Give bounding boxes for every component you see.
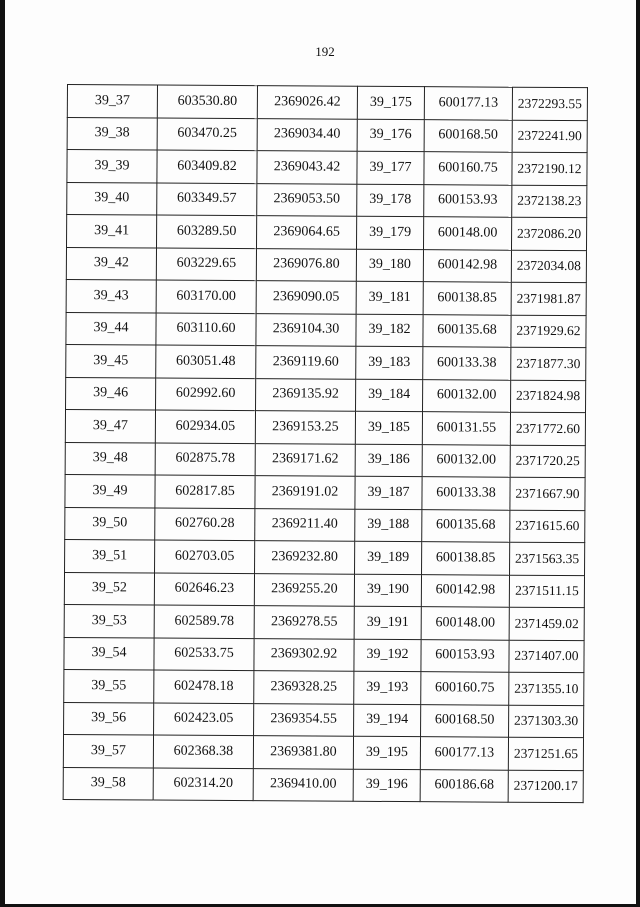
table-row bbox=[66, 344, 586, 380]
point-id-left-cell: 39_57 bbox=[63, 734, 153, 767]
point-id-left-cell: 39_51 bbox=[65, 539, 155, 572]
x-coord-left-cell: 603051.48 bbox=[156, 345, 256, 378]
point-id-right-cell: 39_177 bbox=[357, 151, 424, 184]
point-id-left-cell: 39_39 bbox=[67, 150, 157, 183]
x-coord-right-cell: 600148.00 bbox=[423, 217, 511, 250]
table-row bbox=[66, 247, 586, 283]
table-row bbox=[63, 734, 583, 770]
point-id-left-cell: 39_44 bbox=[66, 312, 156, 345]
y-coord-left-cell: 2369043.42 bbox=[257, 151, 357, 184]
y-coord-right-cell: 2371200.17 bbox=[508, 770, 583, 803]
x-coord-right-cell: 600142.98 bbox=[423, 249, 511, 282]
point-id-left-cell: 39_43 bbox=[66, 279, 156, 312]
y-coord-right-cell: 2371981.87 bbox=[511, 282, 586, 315]
y-coord-left-cell: 2369381.80 bbox=[253, 736, 353, 769]
x-coord-right-cell: 600133.38 bbox=[423, 347, 511, 380]
point-id-right-cell: 39_185 bbox=[355, 411, 422, 444]
point-id-right-cell: 39_184 bbox=[356, 379, 423, 412]
point-id-right-cell: 39_180 bbox=[356, 249, 423, 282]
y-coord-right-cell: 2371772.60 bbox=[510, 412, 585, 445]
y-coord-right-cell: 2371511.15 bbox=[509, 575, 584, 608]
y-coord-left-cell: 2369053.50 bbox=[257, 183, 357, 216]
x-coord-left-cell: 602934.05 bbox=[155, 410, 255, 443]
point-id-left-cell: 39_45 bbox=[66, 344, 156, 377]
x-coord-left-cell: 603289.50 bbox=[157, 215, 257, 248]
point-id-left-cell: 39_37 bbox=[67, 85, 157, 118]
point-id-left-cell: 39_54 bbox=[64, 637, 154, 670]
point-id-right-cell: 39_196 bbox=[353, 769, 420, 802]
x-coord-right-cell: 600153.93 bbox=[424, 184, 512, 217]
x-coord-left-cell: 602533.75 bbox=[154, 638, 254, 671]
y-coord-right-cell: 2371355.10 bbox=[509, 672, 584, 705]
y-coord-right-cell: 2371251.65 bbox=[508, 737, 583, 770]
y-coord-right-cell: 2371407.00 bbox=[509, 640, 584, 673]
y-coord-right-cell: 2371929.62 bbox=[511, 315, 586, 348]
x-coord-left-cell: 602875.78 bbox=[155, 443, 255, 476]
point-id-right-cell: 39_175 bbox=[357, 86, 424, 119]
table-row bbox=[67, 85, 587, 121]
y-coord-left-cell: 2369328.25 bbox=[254, 671, 354, 704]
x-coord-right-cell: 600148.00 bbox=[421, 607, 509, 640]
x-coord-left-cell: 602589.78 bbox=[154, 605, 254, 638]
table-row bbox=[64, 669, 584, 705]
x-coord-right-cell: 600177.13 bbox=[420, 737, 508, 770]
point-id-right-cell: 39_190 bbox=[354, 574, 421, 607]
x-coord-right-cell: 600131.55 bbox=[422, 412, 510, 445]
point-id-right-cell: 39_194 bbox=[354, 704, 421, 737]
x-coord-right-cell: 600135.68 bbox=[423, 314, 511, 347]
x-coord-left-cell: 602314.20 bbox=[153, 768, 253, 801]
y-coord-right-cell: 2371459.02 bbox=[509, 607, 584, 640]
point-id-left-cell: 39_56 bbox=[64, 702, 154, 735]
x-coord-right-cell: 600132.00 bbox=[423, 379, 511, 412]
x-coord-left-cell: 602992.60 bbox=[156, 378, 256, 411]
table-row bbox=[65, 539, 585, 575]
point-id-left-cell: 39_53 bbox=[64, 604, 154, 637]
y-coord-left-cell: 2369034.40 bbox=[257, 118, 357, 151]
x-coord-left-cell: 603349.57 bbox=[157, 183, 257, 216]
y-coord-right-cell: 2372241.90 bbox=[512, 120, 587, 153]
point-id-left-cell: 39_55 bbox=[64, 669, 154, 702]
x-coord-right-cell: 600138.85 bbox=[423, 282, 511, 315]
y-coord-right-cell: 2371720.25 bbox=[510, 445, 585, 478]
table-row bbox=[67, 215, 587, 251]
x-coord-right-cell: 600153.93 bbox=[421, 639, 509, 672]
y-coord-left-cell: 2369026.42 bbox=[257, 86, 357, 119]
y-coord-left-cell: 2369191.02 bbox=[255, 476, 355, 509]
y-coord-left-cell: 2369302.92 bbox=[254, 638, 354, 671]
x-coord-right-cell: 600133.38 bbox=[422, 477, 510, 510]
table-row bbox=[66, 377, 586, 413]
point-id-left-cell: 39_38 bbox=[67, 117, 157, 150]
x-coord-right-cell: 600168.50 bbox=[424, 119, 512, 152]
y-coord-left-cell: 2369153.25 bbox=[255, 411, 355, 444]
x-coord-right-cell: 600138.85 bbox=[422, 542, 510, 575]
x-coord-right-cell: 600132.00 bbox=[422, 444, 510, 477]
table-row bbox=[64, 702, 584, 738]
x-coord-right-cell: 600177.13 bbox=[424, 87, 512, 120]
y-coord-left-cell: 2369232.80 bbox=[255, 541, 355, 574]
x-coord-right-cell: 600168.50 bbox=[421, 704, 509, 737]
y-coord-left-cell: 2369135.92 bbox=[256, 378, 356, 411]
x-coord-left-cell: 603530.80 bbox=[157, 85, 257, 118]
x-coord-right-cell: 600135.68 bbox=[422, 509, 510, 542]
table-row bbox=[64, 604, 584, 640]
point-id-right-cell: 39_188 bbox=[355, 509, 422, 542]
table-row bbox=[66, 312, 586, 348]
coordinates-table-wrapper bbox=[63, 84, 587, 803]
point-id-left-cell: 39_46 bbox=[66, 377, 156, 410]
x-coord-left-cell: 603110.60 bbox=[156, 313, 256, 346]
y-coord-left-cell: 2369410.00 bbox=[253, 768, 353, 801]
y-coord-left-cell: 2369255.20 bbox=[254, 573, 354, 606]
page-number: 192 bbox=[315, 44, 335, 59]
point-id-right-cell: 39_178 bbox=[357, 184, 424, 217]
y-coord-right-cell: 2371563.35 bbox=[510, 542, 585, 575]
table-row bbox=[64, 637, 584, 673]
y-coord-right-cell: 2371877.30 bbox=[511, 347, 586, 380]
x-coord-left-cell: 602423.05 bbox=[154, 703, 254, 736]
point-id-left-cell: 39_47 bbox=[65, 409, 155, 442]
x-coord-left-cell: 602817.85 bbox=[155, 475, 255, 508]
y-coord-left-cell: 2369278.55 bbox=[254, 606, 354, 639]
y-coord-right-cell: 2372190.12 bbox=[512, 152, 587, 185]
x-coord-left-cell: 602703.05 bbox=[155, 540, 255, 573]
x-coord-right-cell: 600142.98 bbox=[421, 574, 509, 607]
y-coord-left-cell: 2369064.65 bbox=[257, 216, 357, 249]
point-id-right-cell: 39_176 bbox=[357, 119, 424, 152]
table-row bbox=[65, 474, 585, 510]
x-coord-left-cell: 602368.38 bbox=[153, 735, 253, 768]
table-row bbox=[66, 279, 586, 315]
y-coord-left-cell: 2369171.62 bbox=[255, 443, 355, 476]
y-coord-left-cell: 2369076.80 bbox=[256, 248, 356, 281]
y-coord-right-cell: 2371824.98 bbox=[511, 380, 586, 413]
x-coord-right-cell: 600160.75 bbox=[424, 152, 512, 185]
table-row bbox=[67, 117, 587, 153]
x-coord-left-cell: 602478.18 bbox=[154, 670, 254, 703]
point-id-right-cell: 39_183 bbox=[356, 346, 423, 379]
point-id-right-cell: 39_186 bbox=[355, 444, 422, 477]
point-id-right-cell: 39_193 bbox=[354, 671, 421, 704]
table-row bbox=[65, 409, 585, 445]
point-id-left-cell: 39_50 bbox=[65, 507, 155, 540]
y-coord-right-cell: 2371303.30 bbox=[509, 705, 584, 738]
x-coord-left-cell: 602760.28 bbox=[155, 508, 255, 541]
table-row bbox=[65, 442, 585, 478]
point-id-right-cell: 39_189 bbox=[355, 541, 422, 574]
coordinates-table-body bbox=[63, 85, 587, 803]
y-coord-right-cell: 2372034.08 bbox=[511, 250, 586, 283]
y-coord-left-cell: 2369104.30 bbox=[256, 313, 356, 346]
x-coord-left-cell: 603409.82 bbox=[157, 150, 257, 183]
table-row bbox=[64, 572, 584, 608]
y-coord-left-cell: 2369119.60 bbox=[256, 346, 356, 379]
coordinates-table bbox=[63, 84, 588, 803]
point-id-right-cell: 39_181 bbox=[356, 281, 423, 314]
y-coord-left-cell: 2369211.40 bbox=[255, 508, 355, 541]
table-row bbox=[67, 182, 587, 218]
table-row bbox=[67, 150, 587, 186]
point-id-right-cell: 39_187 bbox=[355, 476, 422, 509]
point-id-left-cell: 39_40 bbox=[67, 182, 157, 215]
table-row bbox=[63, 767, 583, 803]
point-id-left-cell: 39_58 bbox=[63, 767, 153, 800]
point-id-right-cell: 39_195 bbox=[353, 736, 420, 769]
point-id-left-cell: 39_41 bbox=[67, 215, 157, 248]
y-coord-left-cell: 2369090.05 bbox=[256, 281, 356, 314]
point-id-right-cell: 39_179 bbox=[356, 216, 423, 249]
x-coord-right-cell: 600186.68 bbox=[420, 769, 508, 802]
y-coord-right-cell: 2372138.23 bbox=[512, 185, 587, 218]
table-row bbox=[65, 507, 585, 543]
x-coord-left-cell: 603470.25 bbox=[157, 118, 257, 151]
y-coord-right-cell: 2372086.20 bbox=[511, 217, 586, 250]
point-id-left-cell: 39_52 bbox=[64, 572, 154, 605]
point-id-left-cell: 39_48 bbox=[65, 442, 155, 475]
y-coord-right-cell: 2371667.90 bbox=[510, 477, 585, 510]
x-coord-left-cell: 603229.65 bbox=[156, 248, 256, 281]
point-id-right-cell: 39_182 bbox=[356, 314, 423, 347]
point-id-right-cell: 39_192 bbox=[354, 639, 421, 672]
y-coord-right-cell: 2371615.60 bbox=[510, 510, 585, 543]
point-id-right-cell: 39_191 bbox=[354, 606, 421, 639]
x-coord-right-cell: 600160.75 bbox=[421, 672, 509, 705]
point-id-left-cell: 39_49 bbox=[65, 474, 155, 507]
y-coord-left-cell: 2369354.55 bbox=[254, 703, 354, 736]
x-coord-left-cell: 603170.00 bbox=[156, 280, 256, 313]
x-coord-left-cell: 602646.23 bbox=[154, 573, 254, 606]
y-coord-right-cell: 2372293.55 bbox=[512, 87, 587, 120]
point-id-left-cell: 39_42 bbox=[66, 247, 156, 280]
